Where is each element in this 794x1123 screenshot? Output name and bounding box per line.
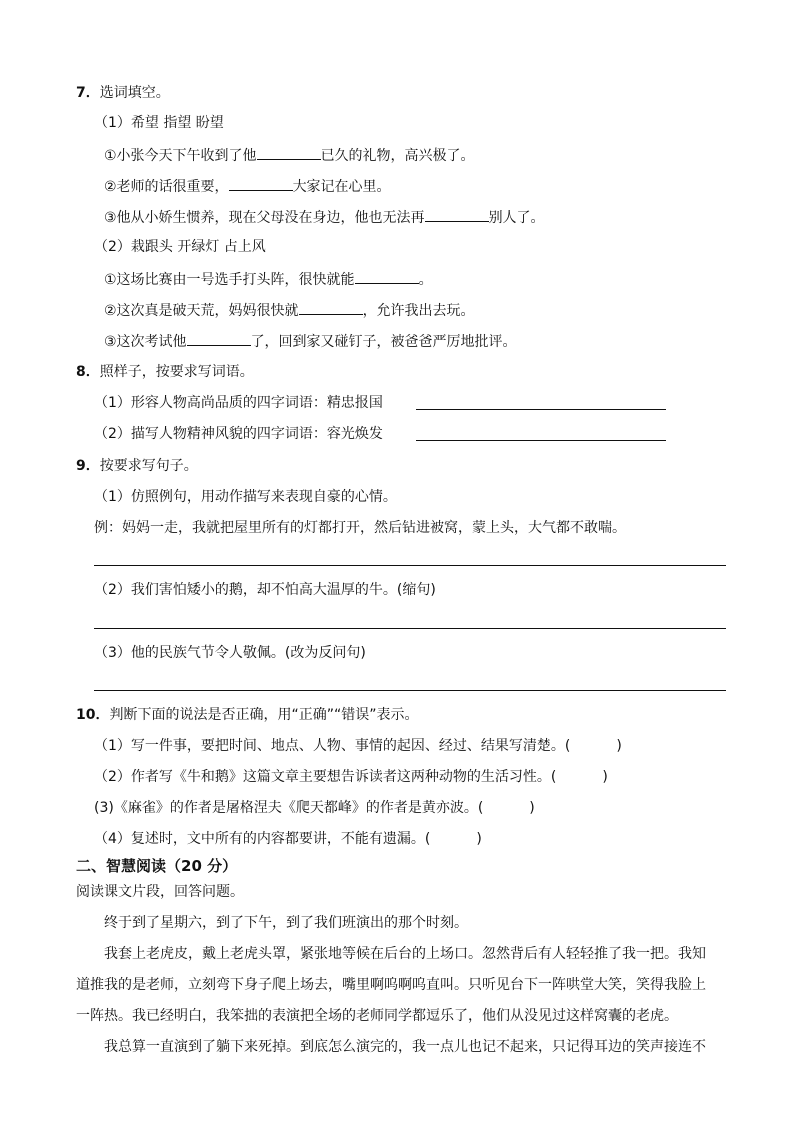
text: ) [476,831,482,847]
q8-number: 8． [76,364,100,380]
q7-p1-sentence2 [104,175,391,197]
q7-title [76,83,170,103]
q10-item3 [94,798,535,818]
q7-p1-sentence1 [104,144,475,166]
text: ③这次考试他 [104,334,187,350]
passage-paragraph-2-line-3: 一阵热。我已经明白，我笨拙的表演把全场的老师同学都逗乐了，他们从没见过这样窝囊的老虎。 [76,1008,678,1024]
text: ) [616,738,622,754]
text: ) [529,800,535,816]
text: ①小张今天下午收到了他 [104,148,257,164]
text: （1）写一件事，要把时间、地点、人物、事情的起因、经过、结果写清楚。( [94,738,571,754]
q9-answer-line-1[interactable] [94,565,726,566]
q9-answer-line-2[interactable] [94,628,726,629]
q7-number: 7． [76,85,100,101]
text: (3)《麻雀》的作者是屠格涅夫《爬天都峰》的作者是黄亦波。( [94,800,484,816]
q10-item4 [94,829,482,849]
q10-item2 [94,767,608,787]
answer-blank[interactable] [187,330,251,346]
q9-title-text: 按要求写句子。 [99,458,198,474]
text: 别人了。 [488,210,545,226]
text: 已久的礼物，高兴极了。 [320,148,475,164]
answer-blank[interactable] [355,268,419,284]
q9-item3: （3）他的民族气节令人敬佩。(改为反问句) [94,645,366,661]
text: ①这场比赛由一号选手打头阵，很快就能 [104,272,355,288]
text: ②这次真是破天荒，妈妈很快就 [104,303,299,319]
q9-example: 例：妈妈一走，我就把屋里所有的灯都打开，然后钻进被窝，蒙上头，大气都不敢喘。 [94,520,626,536]
q10-title [76,705,419,725]
passage-paragraph-2-line-2: 道推我的是老师，立刻弯下身子爬上场去，嘴里啊呜啊呜直叫。只听见台下一阵哄堂大笑，笑得我脸上 [76,977,706,993]
q9-answer-line-3[interactable] [94,690,726,691]
text: （2）作者写《牛和鹅》这篇文章主要想告诉读者这两种动物的生活习性。( [94,769,557,785]
answer-blank[interactable] [257,144,321,160]
text: ②老师的话很重要， [104,179,229,195]
q7-p2-sentence2 [104,299,475,321]
text: 。 [418,272,433,288]
passage-paragraph-3-line-1: 我总算一直演到了躺下来死掉。到底怎么演完的，我一点儿也记不起来，只记得耳边的笑声接连不 [104,1039,706,1055]
section2-heading: 二、智慧阅读（20 分） [76,857,238,875]
text: ，允许我出去玩。 [362,303,475,319]
text: （4）复述时，文中所有的内容都要讲，不能有遗漏。( [94,831,431,847]
q10-number: 10． [76,707,110,723]
q10-item1 [94,736,622,756]
q8-item1: （1）形容人物高尚品质的四字词语：精忠报国 [94,395,383,411]
q10-title-text: 判断下面的说法是否正确，用“正确”“错误”表示。 [109,707,419,723]
passage-paragraph-2-line-1: 我套上老虎皮，戴上老虎头罩，紧张地等候在后台的上场口。忽然背后有人轻轻推了我一把。我知 [104,946,706,962]
q8-answer-line-1[interactable] [416,409,666,410]
q7-p2-sentence3 [104,330,517,352]
section2-instruction: 阅读课文片段，回答问题。 [76,884,244,900]
q9-title [76,456,198,476]
answer-blank[interactable] [229,175,293,191]
q7-p2-sentence1 [104,268,433,290]
q9-item1: （1）仿照例句，用动作描写来表现自豪的心情。 [94,489,397,505]
q9-number: 9． [76,458,100,474]
q9-item2: （2）我们害怕矮小的鹅，却不怕高大温厚的牛。(缩句) [94,582,436,598]
q8-title [76,362,254,382]
answer-blank[interactable] [425,206,489,222]
q8-answer-line-2[interactable] [416,440,666,441]
text: 大家记在心里。 [292,179,391,195]
q7-title-text: 选词填空。 [99,85,170,101]
answer-blank[interactable] [299,299,363,315]
q7-p1-sentence3 [104,206,545,228]
text: 了，回到家又碰钉子，被爸爸严厉地批评。 [250,334,517,350]
passage-paragraph-1: 终于到了星期六，到了下午，到了我们班演出的那个时刻。 [104,915,468,931]
q7-part1-label: （1）希望 指望 盼望 [94,115,224,131]
q8-title-text: 照样子，按要求写词语。 [99,364,254,380]
text: ③他从小娇生惯养，现在父母没在身边，他也无法再 [104,210,425,226]
text: ) [602,769,608,785]
q8-item2: （2）描写人物精神风貌的四字词语：容光焕发 [94,426,383,442]
q7-part2-label: （2）栽跟头 开绿灯 占上风 [94,239,266,255]
